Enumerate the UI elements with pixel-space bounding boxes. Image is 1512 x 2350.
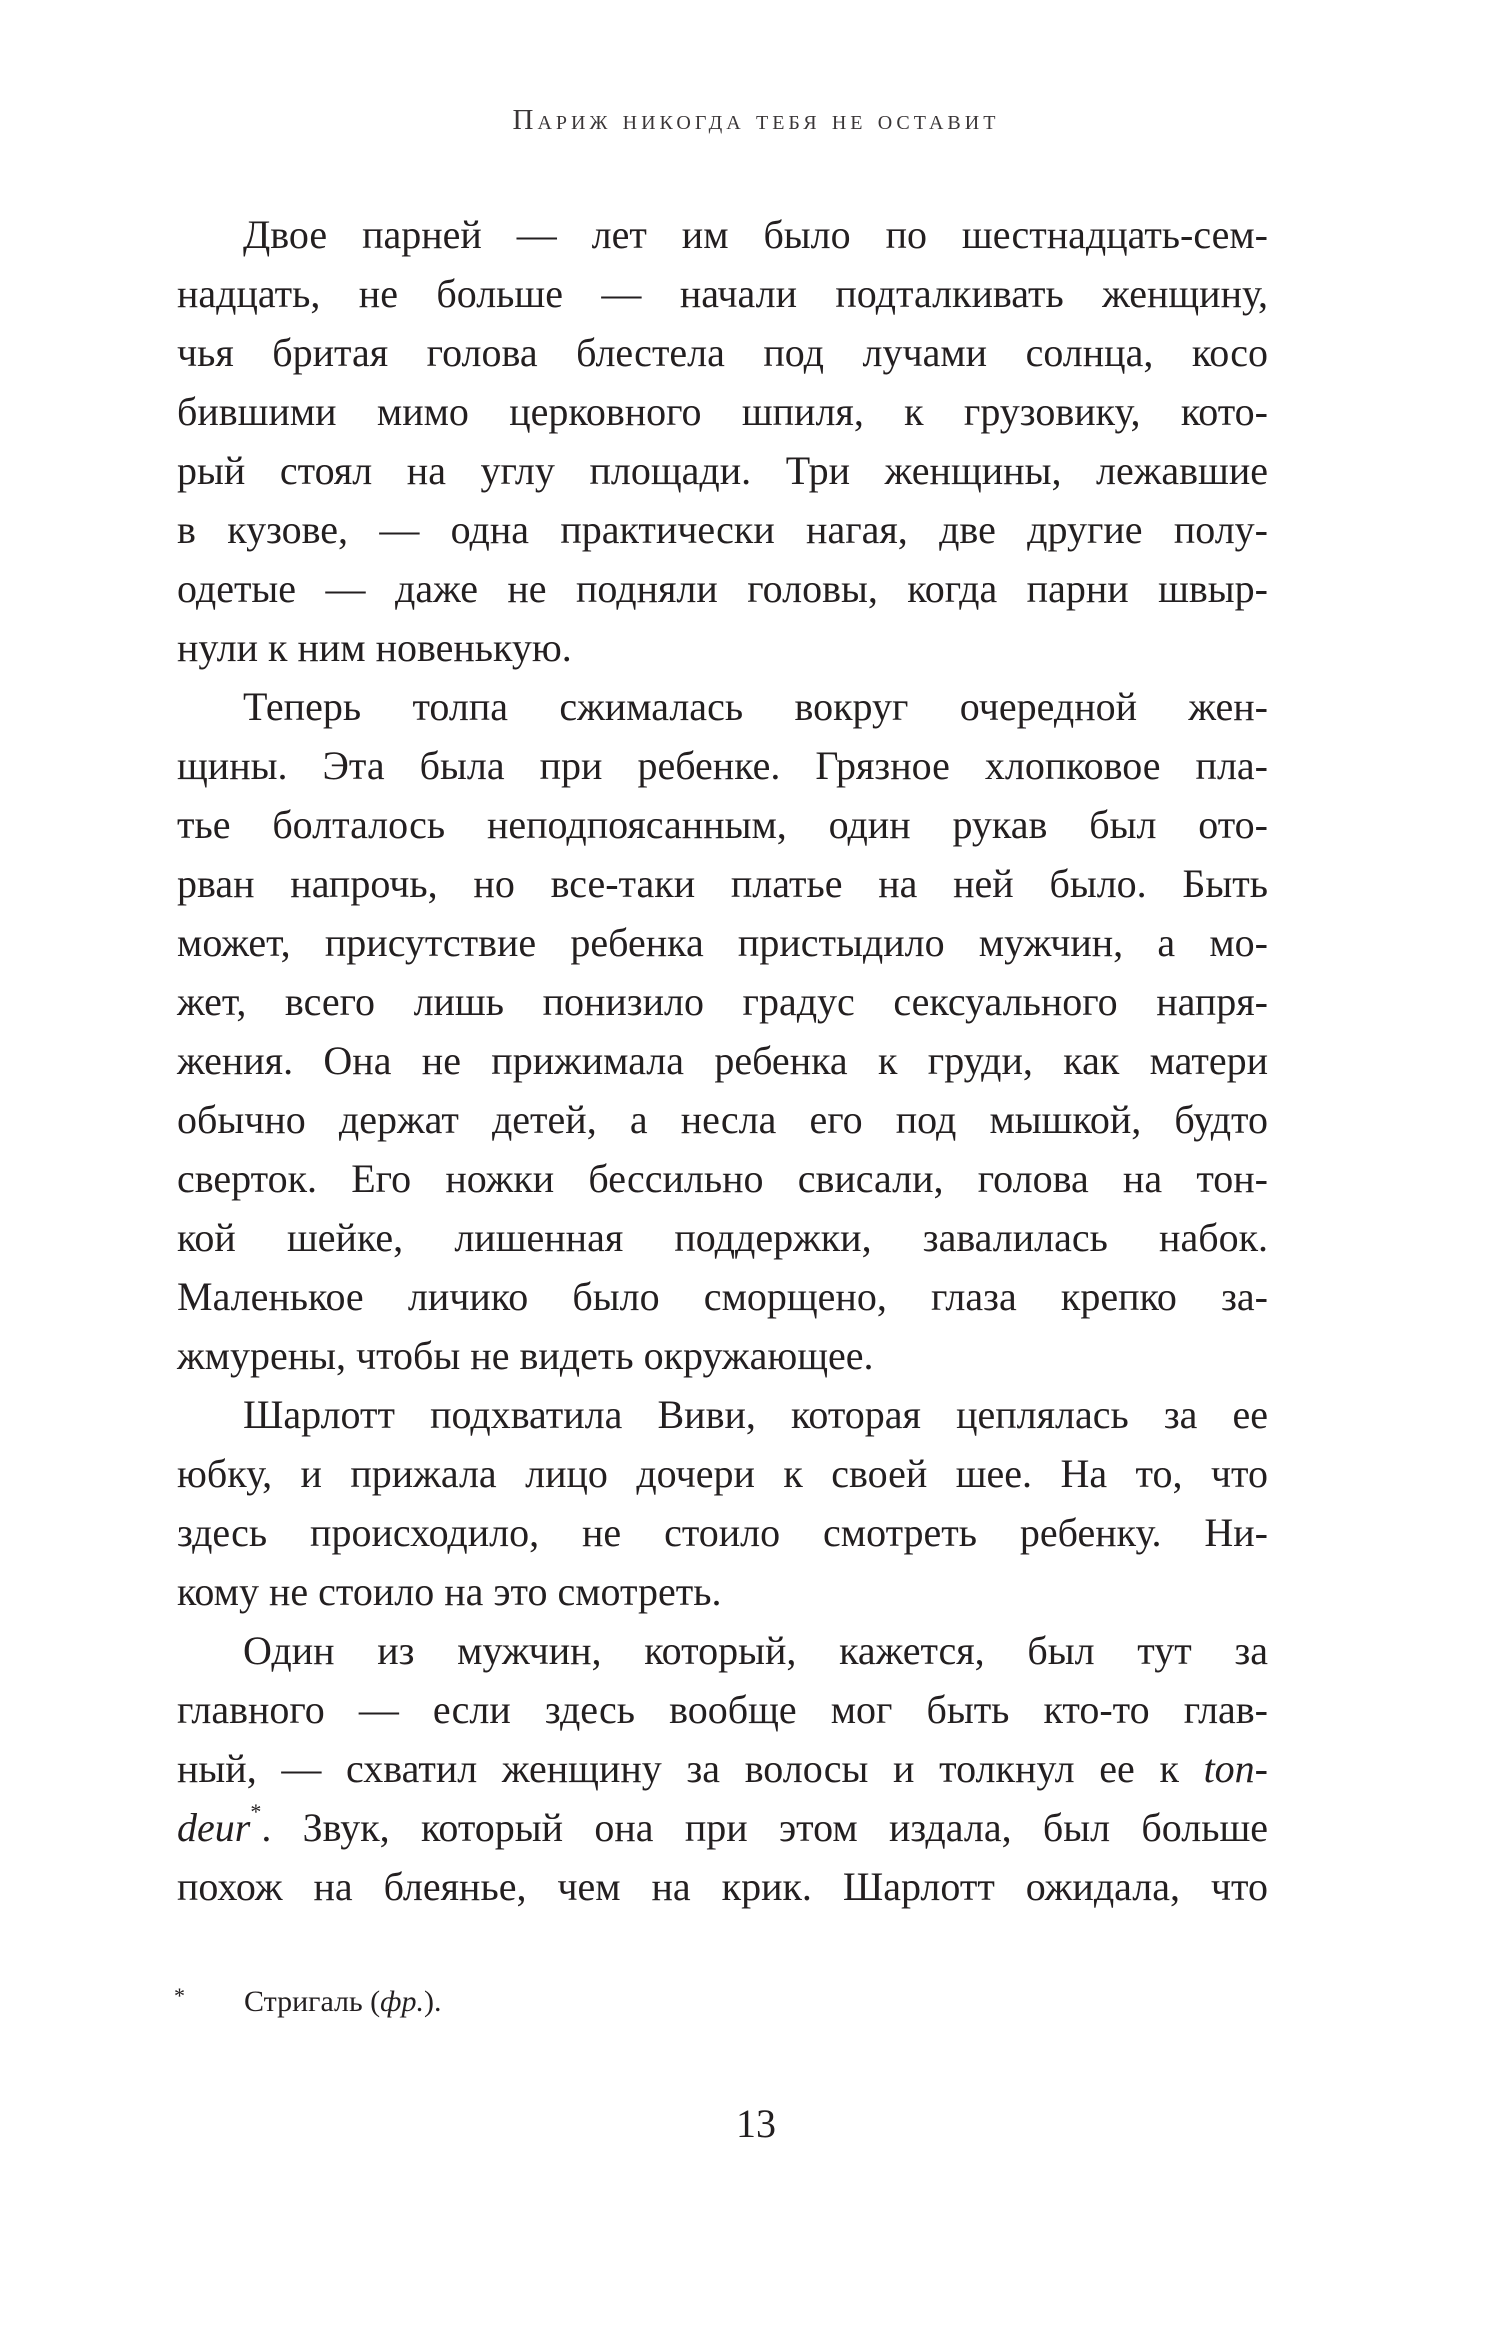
- text-line: рван напрочь, но все-таки платье на ней было. Быть: [177, 861, 1268, 906]
- text-line: Шарлотт подхватила Виви, которая цеплялась за ее: [243, 1392, 1268, 1437]
- text-line: может, присутствие ребенка пристыдило мужчин, а мо-: [177, 920, 1268, 965]
- text-line: надцать, не больше — начали подталкивать женщину,: [177, 271, 1268, 316]
- footnote-text-start: Стригаль (: [244, 1985, 381, 2018]
- text-line: [177, 1739, 1268, 1798]
- italic-word: deur: [177, 1805, 251, 1850]
- text-line: тье болталось неподпоясанным, один рукав был ото-: [177, 802, 1268, 847]
- footnote-mark: *: [174, 1983, 185, 2008]
- text-line: Теперь толпа сжималась вокруг очередной жен-: [243, 684, 1268, 729]
- footnote-text: [244, 1982, 441, 2022]
- text-segment: . Звук, который она при этом издала, был больше: [261, 1805, 1268, 1850]
- paragraph: [177, 1621, 1268, 1916]
- text-line: чья бритая голова блестела под лучами солнца, косо: [177, 330, 1268, 375]
- text-line: главного — если здесь вообще мог быть кто-то глав-: [177, 1687, 1268, 1732]
- text-line: Один из мужчин, который, кажется, был тут за: [243, 1628, 1268, 1673]
- text-line: сверток. Его ножки бессильно свисали, голова на тон-: [177, 1156, 1268, 1201]
- text-line: юбку, и прижала лицо дочери к своей шее. На то, что: [177, 1451, 1268, 1496]
- text-line: жмурены, чтобы не видеть окружающее.: [177, 1333, 874, 1378]
- footnote-reference[interactable]: *: [250, 1799, 262, 1824]
- text-segment: ный, — схватил женщину за волосы и толкнул ее к: [177, 1746, 1204, 1791]
- page-number: 13: [736, 2101, 776, 2146]
- text-line: похож на блеянье, чем на крик. Шарлотт ожидала, что: [177, 1864, 1268, 1909]
- text-line: здесь происходило, не стоило смотреть ребенку. Ни-: [177, 1510, 1268, 1555]
- text-line: нули к ним новенькую.: [177, 625, 572, 670]
- running-head: Париж никогда тебя не оставит: [512, 104, 1000, 136]
- text-line: бившими мимо церковного шпиля, к грузовику, кото-: [177, 389, 1268, 434]
- text-line: Двое парней — лет им было по шестнадцать-сем-: [243, 212, 1268, 257]
- text-line: щины. Эта была при ребенке. Грязное хлопковое пла-: [177, 743, 1268, 788]
- paragraph: [177, 677, 1268, 1385]
- footnote-text-end: ).: [423, 1985, 442, 2018]
- text-line: жения. Она не прижимала ребенка к груди, как матери: [177, 1038, 1268, 1083]
- footnote-italic: фр.: [380, 1985, 424, 2018]
- text-line: Маленькое личико было сморщено, глаза крепко за-: [177, 1274, 1268, 1319]
- text-line: в кузове, — одна практически нагая, две другие полу-: [177, 507, 1268, 552]
- paragraph: [177, 1385, 1268, 1621]
- text-line: рый стоял на углу площади. Три женщины, лежавшие: [177, 448, 1268, 493]
- text-line: одетые — даже не подняли головы, когда парни швыр-: [177, 566, 1268, 611]
- italic-word: ton-: [1203, 1746, 1268, 1791]
- text-line: обычно держат детей, а несла его под мышкой, будто: [177, 1097, 1268, 1142]
- body-text: [177, 205, 1268, 1916]
- text-line: жет, всего лишь понизило градус сексуального напря-: [177, 979, 1268, 1024]
- text-line: [177, 1798, 1268, 1857]
- text-line: кой шейке, лишенная поддержки, завалилась набок.: [177, 1215, 1268, 1260]
- paragraph: [177, 205, 1268, 677]
- text-line: кому не стоило на это смотреть.: [177, 1569, 722, 1614]
